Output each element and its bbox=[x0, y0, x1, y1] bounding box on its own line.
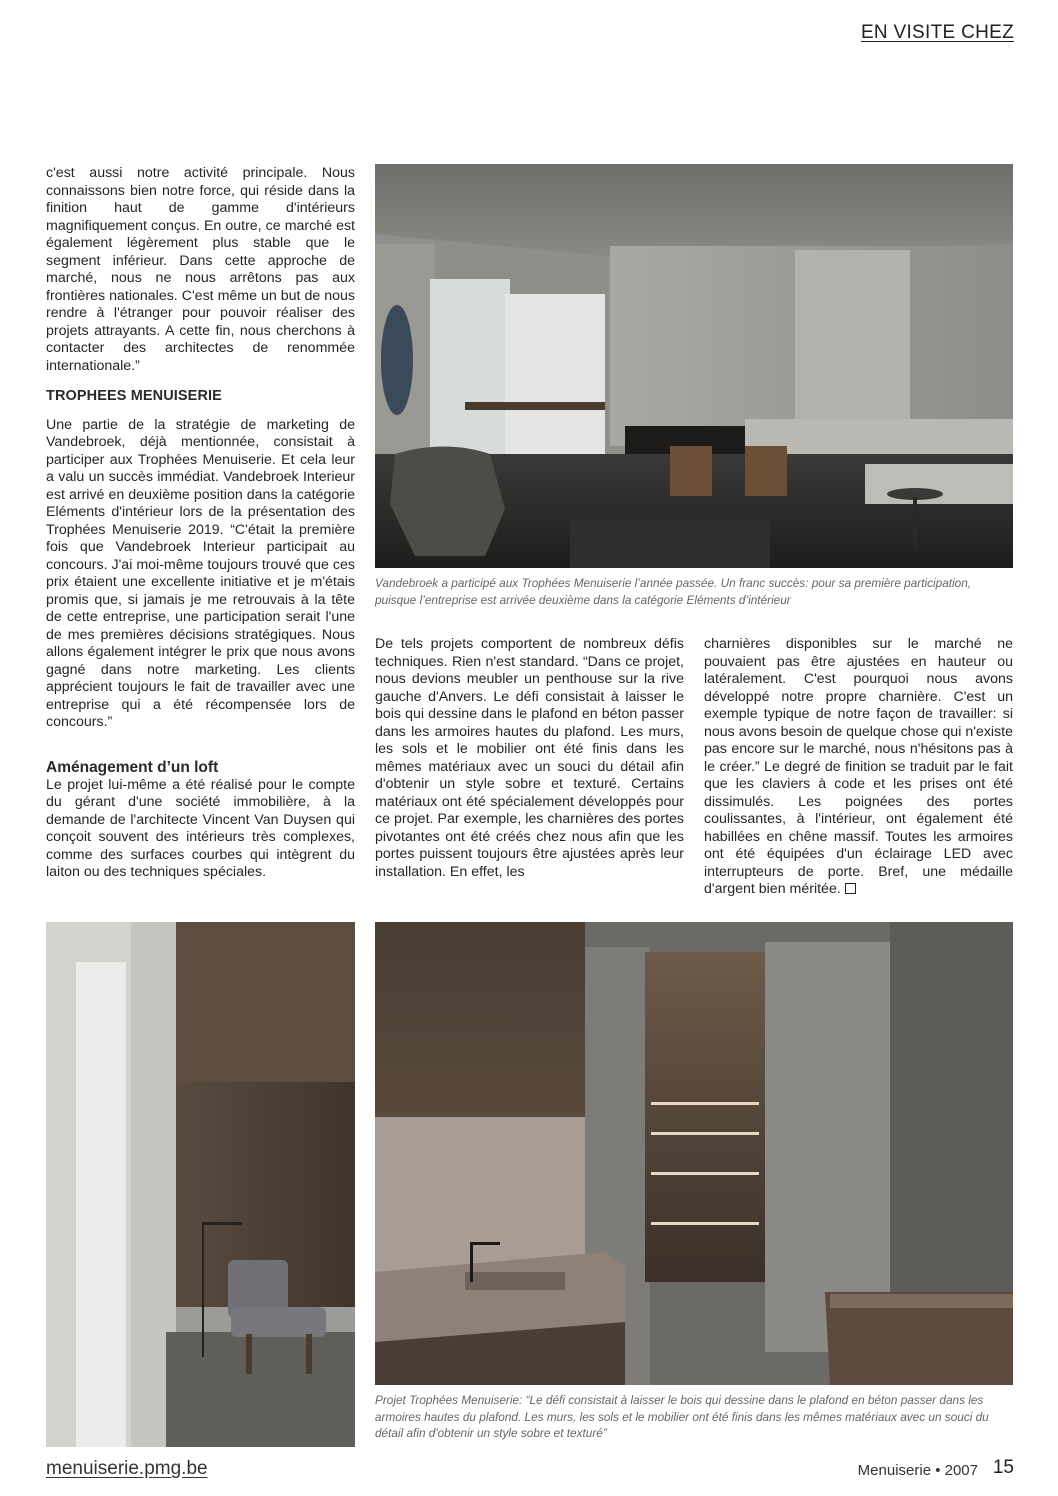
section-label: EN VISITE CHEZ bbox=[860, 22, 1014, 43]
end-of-article-mark bbox=[845, 883, 856, 894]
kitchen-photo bbox=[375, 922, 1013, 1385]
caption-top-photo: Vandebroek a participé aux Trophées Menuiserie l’année passée. Un franc succès: pour sa première participation, puisque l’entreprise est arrivée deuxième dans la catégorie Eléments d’intérieur bbox=[375, 576, 972, 607]
heading-loft: Aménagement d’un loft bbox=[46, 759, 219, 776]
column-1-loft bbox=[46, 759, 355, 882]
intro-paragraph: c'est aussi notre activité principale. Nous connaissons bien notre force, qui réside dans la finition haut de gamme d'intérieurs magnifiquement conçus. En outre, ce marché est également légèrement plus stable que le segment inférieur. Dans cette approche de marché, nous ne nous arrêtons pas aux frontières nationales. C'est même un but de nous rendre à l'étranger pour pouvoir réaliser des projets attrayants. A cette fin, nous cherchons à contacter des architectes de renommée internationale.” bbox=[46, 165, 355, 374]
lounge-chair-photo bbox=[46, 922, 355, 1447]
heading-trophees: TROPHEES MENUISERIE bbox=[46, 388, 222, 404]
trophees-paragraph: Une partie de la stratégie de marketing de Vandebroek, déjà mentionnée, consistait à participer aux Trophées Menuiserie. Et cela leur a valu un succès immédiat. Vandebroek Interieur est arrivé en deuxième position dans la catégorie Eléments d'intérieur lors de la présentation des Trophées Menuiserie 2019. “C'était la première fois que Vandebroek Interieur participait au concours. J'ai moi-même toujours trouvé que ces prix étaient une excellente initiative et je m'étais promis que, si jamais je me retrouvais à la tête de cette entreprise, une participation serait l'une de mes premières décisions stratégiques. Nous allons également intégrer le prix que nous avons gagné dans notre marketing. Les clients apprécient toujours le fait de travailler avec une entreprise qui a été récompensée lors de concours.” bbox=[46, 416, 355, 730]
column-3 bbox=[704, 636, 1013, 899]
column-2 bbox=[375, 636, 684, 881]
loft-paragraph: Le projet lui-même a été réalisé pour le compte du gérant d'une société immobilière, à la demande de l'architecte Vincent Van Duysen qui conçoit souvent des intérieurs très complexes, comme des surfaces courbes qui intègrent du laiton ou des techniques spéciales. bbox=[46, 776, 355, 880]
magazine-issue: Menuiserie • 2007 bbox=[857, 1462, 978, 1479]
loft-living-room-photo bbox=[375, 164, 1013, 568]
column-3-paragraph: charnières disponibles sur le marché ne pouvaient pas être ajustées en hauteur ou latéralement. C'est pourquoi nous avons développé notre propre charnière. C'est un exemple typique de notre façon de travailler: si nous avons besoin de quelque chose qui n'existe pas encore sur le marché, nous n'hésitons pas à le créer.” Le degré de finition se traduit par le fait que les claviers à code et les prises ont été dissimulés. Les poignées des portes coulissantes, à l'intérieur, ont également été habillées en chêne massif. Toutes les armoires ont été équipées d'un éclairage LED avec interrupteurs de porte. Bref, une médaille d'argent bien méritée. bbox=[704, 636, 1013, 897]
column-2-paragraph: De tels projets comportent de nombreux défis techniques. Rien n'est standard. “Dans ce projet, nous devions meubler un penthouse sur la rive gauche d'Anvers. Le défi consistait à laisser le bois qui dessine dans le plafond en béton passer dans les armoires hautes du plafond. Les murs, les sols et le mobilier ont été finis dans les mêmes matériaux avec un souci du détail afin d'obtenir un style sobre et texturé. Certains matériaux ont été spécialement développés pour ce projet. Par exemple, les charnières des portes pivotantes ont été créés chez nous afin que les portes puissent toujours être ajustées après leur installation. En effet, les bbox=[375, 636, 684, 880]
column-1-trophees bbox=[46, 388, 355, 732]
website-link[interactable]: menuiserie.pmg.be bbox=[46, 1458, 208, 1479]
caption-bottom-photo: Projet Trophées Menuiserie: “Le défi consistait à laisser le bois qui dessine dans le plafond en béton passer dans les armoires hautes du plafond. Les murs, les sols et le mobilier ont été finis dans les mêmes matériaux avec un souci du détail afin d'obtenir un style sobre et texturé” bbox=[375, 1393, 989, 1440]
page-number: 15 bbox=[992, 1457, 1014, 1478]
column-1 bbox=[46, 165, 355, 375]
